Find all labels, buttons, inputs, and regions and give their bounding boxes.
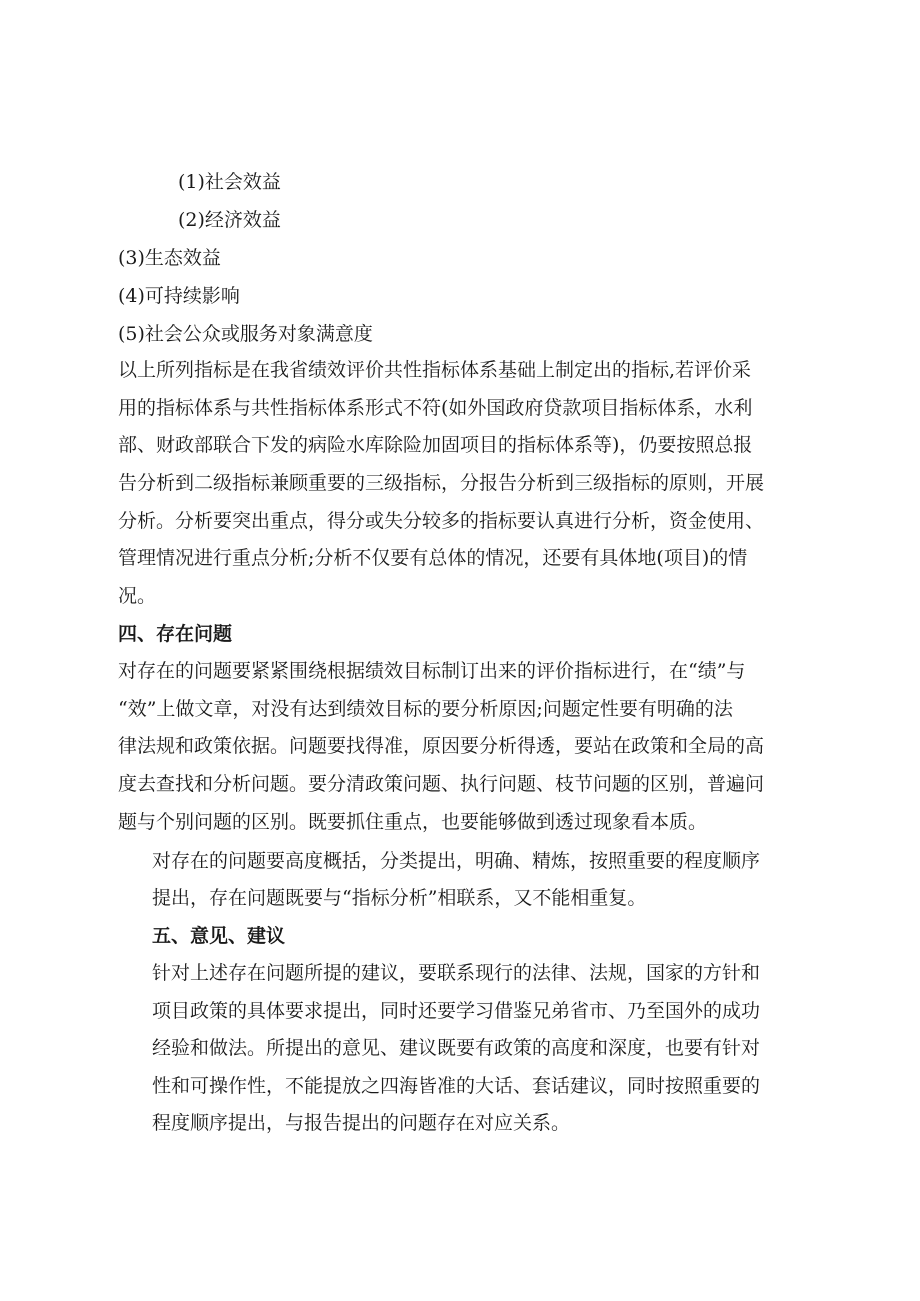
paragraph-line: 况。 xyxy=(118,585,157,607)
paragraph-line: “效”上做文章，对没有达到绩效目标的要分析原因;问题定性要有明确的法 xyxy=(118,698,733,720)
paragraph-line: 律法规和政策依据。问题要找得准，原因要分析得透，要站在政策和全局的高 xyxy=(118,735,765,757)
paragraph-line: 提出，存在问题既要与“指标分析”相联系，又不能相重复。 xyxy=(152,887,647,909)
paragraph-line: 部、财政部联合下发的病险水库除险加固项目的指标体系等)，仍要按照总报 xyxy=(118,434,753,456)
paragraph-line: 项目政策的具体要求提出，同时还要学习借鉴兄弟省市、乃至国外的成功 xyxy=(152,1000,761,1022)
section-heading-problems: 四、存在问题 xyxy=(118,623,233,645)
paragraph-line: 对存在的问题要高度概括，分类提出，明确、精炼，按照重要的程度顺序 xyxy=(152,850,761,872)
paragraph-line: 性和可操作性，不能提放之四海皆准的大话、套话建议，同时按照重要的 xyxy=(152,1075,761,1097)
list-item-satisfaction: (5)社会公众或服务对象满意度 xyxy=(118,323,373,345)
paragraph-line: 以上所列指标是在我省绩效评价共性指标体系基础上制定出的指标,若评价采 xyxy=(118,359,752,381)
paragraph-line: 管理情况进行重点分析;分析不仅要有总体的情况，还要有具体地(项目)的情 xyxy=(118,547,748,569)
paragraph-line: 度去查找和分析问题。要分清政策问题、执行问题、枝节问题的区别，普遍问 xyxy=(118,773,765,795)
paragraph-line: 对存在的问题要紧紧围绕根据绩效目标制订出来的评价指标进行，在“绩”与 xyxy=(118,660,746,682)
paragraph-line: 经验和做法。所提出的意见、建议既要有政策的高度和深度，也要有针对 xyxy=(152,1037,761,1059)
paragraph-line: 告分析到二级指标兼顾重要的三级指标，分报告分析到三级指标的原则，开展 xyxy=(118,472,765,494)
list-item-social-benefit: (1)社会效益 xyxy=(178,171,281,193)
paragraph-line: 分析。分析要突出重点，得分或失分较多的指标要认真进行分析，资金使用、 xyxy=(118,510,765,532)
paragraph-line: 题与个别问题的区别。既要抓住重点，也要能够做到透过现象看本质。 xyxy=(118,811,708,833)
list-item-sustainable-impact: (4)可持续影响 xyxy=(118,285,240,307)
list-item-economic-benefit: (2)经济效益 xyxy=(178,209,281,231)
section-heading-suggestions: 五、意见、建议 xyxy=(152,925,286,947)
paragraph-line: 程度顺序提出，与报告提出的问题存在对应关系。 xyxy=(152,1112,571,1134)
paragraph-line: 针对上述存在问题所提的建议，要联系现行的法律、法规，国家的方针和 xyxy=(152,962,761,984)
list-item-ecological-benefit: (3)生态效益 xyxy=(118,247,221,269)
paragraph-line: 用的指标体系与共性指标体系形式不符(如外国政府贷款项目指标体系，水利 xyxy=(118,397,753,419)
